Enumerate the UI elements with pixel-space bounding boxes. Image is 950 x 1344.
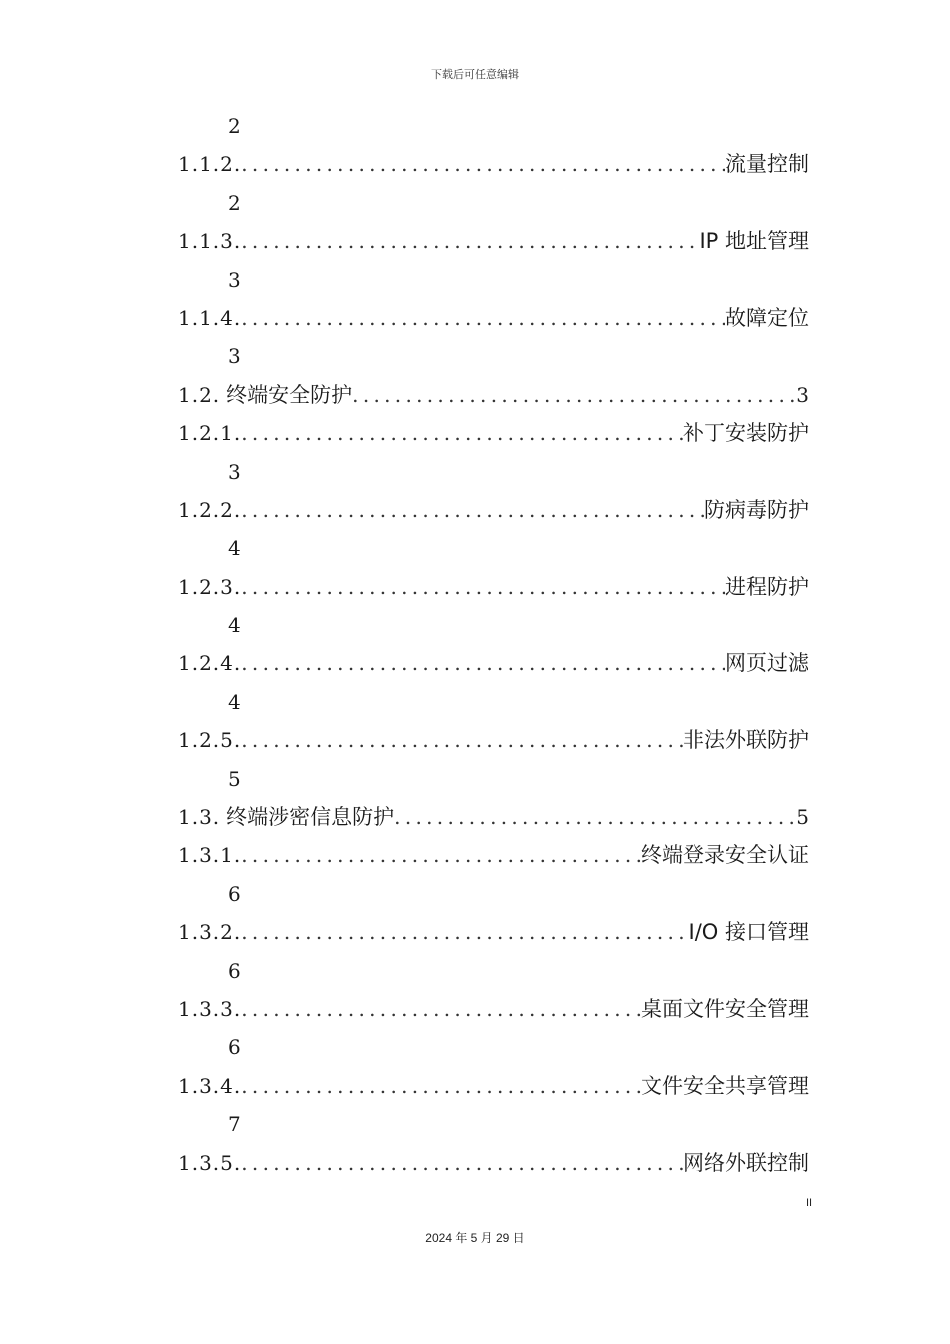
dot-leader <box>352 376 796 414</box>
toc-entry-title: 网络外联控制 <box>683 1150 809 1175</box>
toc-page-number: 3 <box>228 459 241 484</box>
toc-entry-number: 1.2.1. <box>178 421 242 446</box>
toc-entry-number: 1.3.2. <box>178 920 242 945</box>
toc-entry-title: 流量控制 <box>725 152 809 177</box>
dot-leader <box>241 644 725 682</box>
toc-entry[interactable] <box>178 568 809 606</box>
toc-page-number: 4 <box>228 536 241 561</box>
toc-entry[interactable] <box>178 491 809 529</box>
toc-entry[interactable] <box>178 1144 809 1182</box>
toc-section-number: 1.2. <box>178 382 221 407</box>
toc-entry[interactable] <box>178 836 809 874</box>
toc-entry-number: 1.1.3. <box>178 229 242 254</box>
toc-entry-title: 故障定位 <box>725 305 809 330</box>
toc-section-entry[interactable] <box>178 798 809 836</box>
toc-entry-title: 防病毒防护 <box>704 497 809 522</box>
dot-leader <box>241 836 641 874</box>
dot-leader <box>241 1144 683 1182</box>
toc-entry-title: 非法外联防护 <box>683 728 809 753</box>
toc-entry-number: 1.2.3. <box>178 574 242 599</box>
toc-entry-title: 网页过滤 <box>725 651 809 676</box>
toc-page-number: 3 <box>228 344 241 369</box>
toc-page-number: 6 <box>228 1035 241 1060</box>
toc-section-entry[interactable] <box>178 376 809 414</box>
toc-entry[interactable] <box>178 222 809 260</box>
toc-section-title: 终端涉密信息防护 <box>226 805 395 830</box>
dot-leader <box>241 299 725 337</box>
toc-page-number: 7 <box>228 1112 241 1137</box>
toc-entry-title: I/O 接口管理 <box>688 920 809 945</box>
toc-entry-number: 1.2.2. <box>178 497 242 522</box>
toc-entry-number: 1.3.4. <box>178 1073 242 1098</box>
toc-entry-number: 1.3.1. <box>178 843 242 868</box>
toc-entry-title: 补丁安装防护 <box>683 421 809 446</box>
toc-entry-title: 终端登录安全认证 <box>641 843 809 868</box>
toc-page-number: 4 <box>228 689 241 714</box>
dot-leader <box>241 491 704 529</box>
dot-leader <box>241 913 688 951</box>
toc-section-page: 3 <box>796 382 809 407</box>
toc-page-number: 6 <box>228 881 241 906</box>
toc-entry[interactable] <box>178 644 809 682</box>
dot-leader <box>241 568 725 606</box>
toc-entry[interactable] <box>178 145 809 183</box>
toc-page-number: 2 <box>228 114 241 138</box>
toc-entry[interactable] <box>178 1067 809 1105</box>
dot-leader <box>241 721 683 759</box>
toc-section-number: 1.3. <box>178 805 221 830</box>
toc-entry-number: 1.2.4. <box>178 651 242 676</box>
toc-entry[interactable] <box>178 299 809 337</box>
toc-entry[interactable] <box>178 414 809 452</box>
toc-page-number: 2 <box>228 190 241 215</box>
toc-entry-number: 1.1.2. <box>178 152 242 177</box>
dot-leader <box>394 798 796 836</box>
toc-entry[interactable] <box>178 913 809 951</box>
toc-page-number: 4 <box>228 613 241 638</box>
footer-date: 2024 年 5 月 29 日 <box>425 1231 525 1245</box>
toc-entry-title: 桌面文件安全管理 <box>641 996 809 1021</box>
toc-entry-number: 1.3.5. <box>178 1150 242 1175</box>
dot-leader <box>241 1067 641 1105</box>
toc-entry-number: 1.3.3. <box>178 996 242 1021</box>
toc-section-title: 终端安全防护 <box>226 382 353 407</box>
dot-leader <box>241 222 699 260</box>
toc-page-number: 3 <box>228 267 241 292</box>
toc-entry[interactable] <box>178 721 809 759</box>
toc-section-page: 5 <box>796 805 809 830</box>
toc-entry-number: 1.1.4. <box>178 305 242 330</box>
toc-entry-number: 1.2.5. <box>178 728 242 753</box>
toc-entry-title: IP 地址管理 <box>699 229 809 254</box>
page-number: II <box>806 1197 813 1209</box>
dot-leader <box>241 414 683 452</box>
toc-entry-title: 文件安全共享管理 <box>641 1073 809 1098</box>
dot-leader <box>241 990 641 1028</box>
toc-entry[interactable] <box>178 990 809 1028</box>
toc-entry-title: 进程防护 <box>725 574 809 599</box>
dot-leader <box>241 145 725 183</box>
toc-page-number: 6 <box>228 958 241 983</box>
table-of-contents <box>178 107 809 1182</box>
page-header: 下载后可任意编辑 <box>431 68 519 81</box>
toc-page-number: 5 <box>228 766 241 791</box>
